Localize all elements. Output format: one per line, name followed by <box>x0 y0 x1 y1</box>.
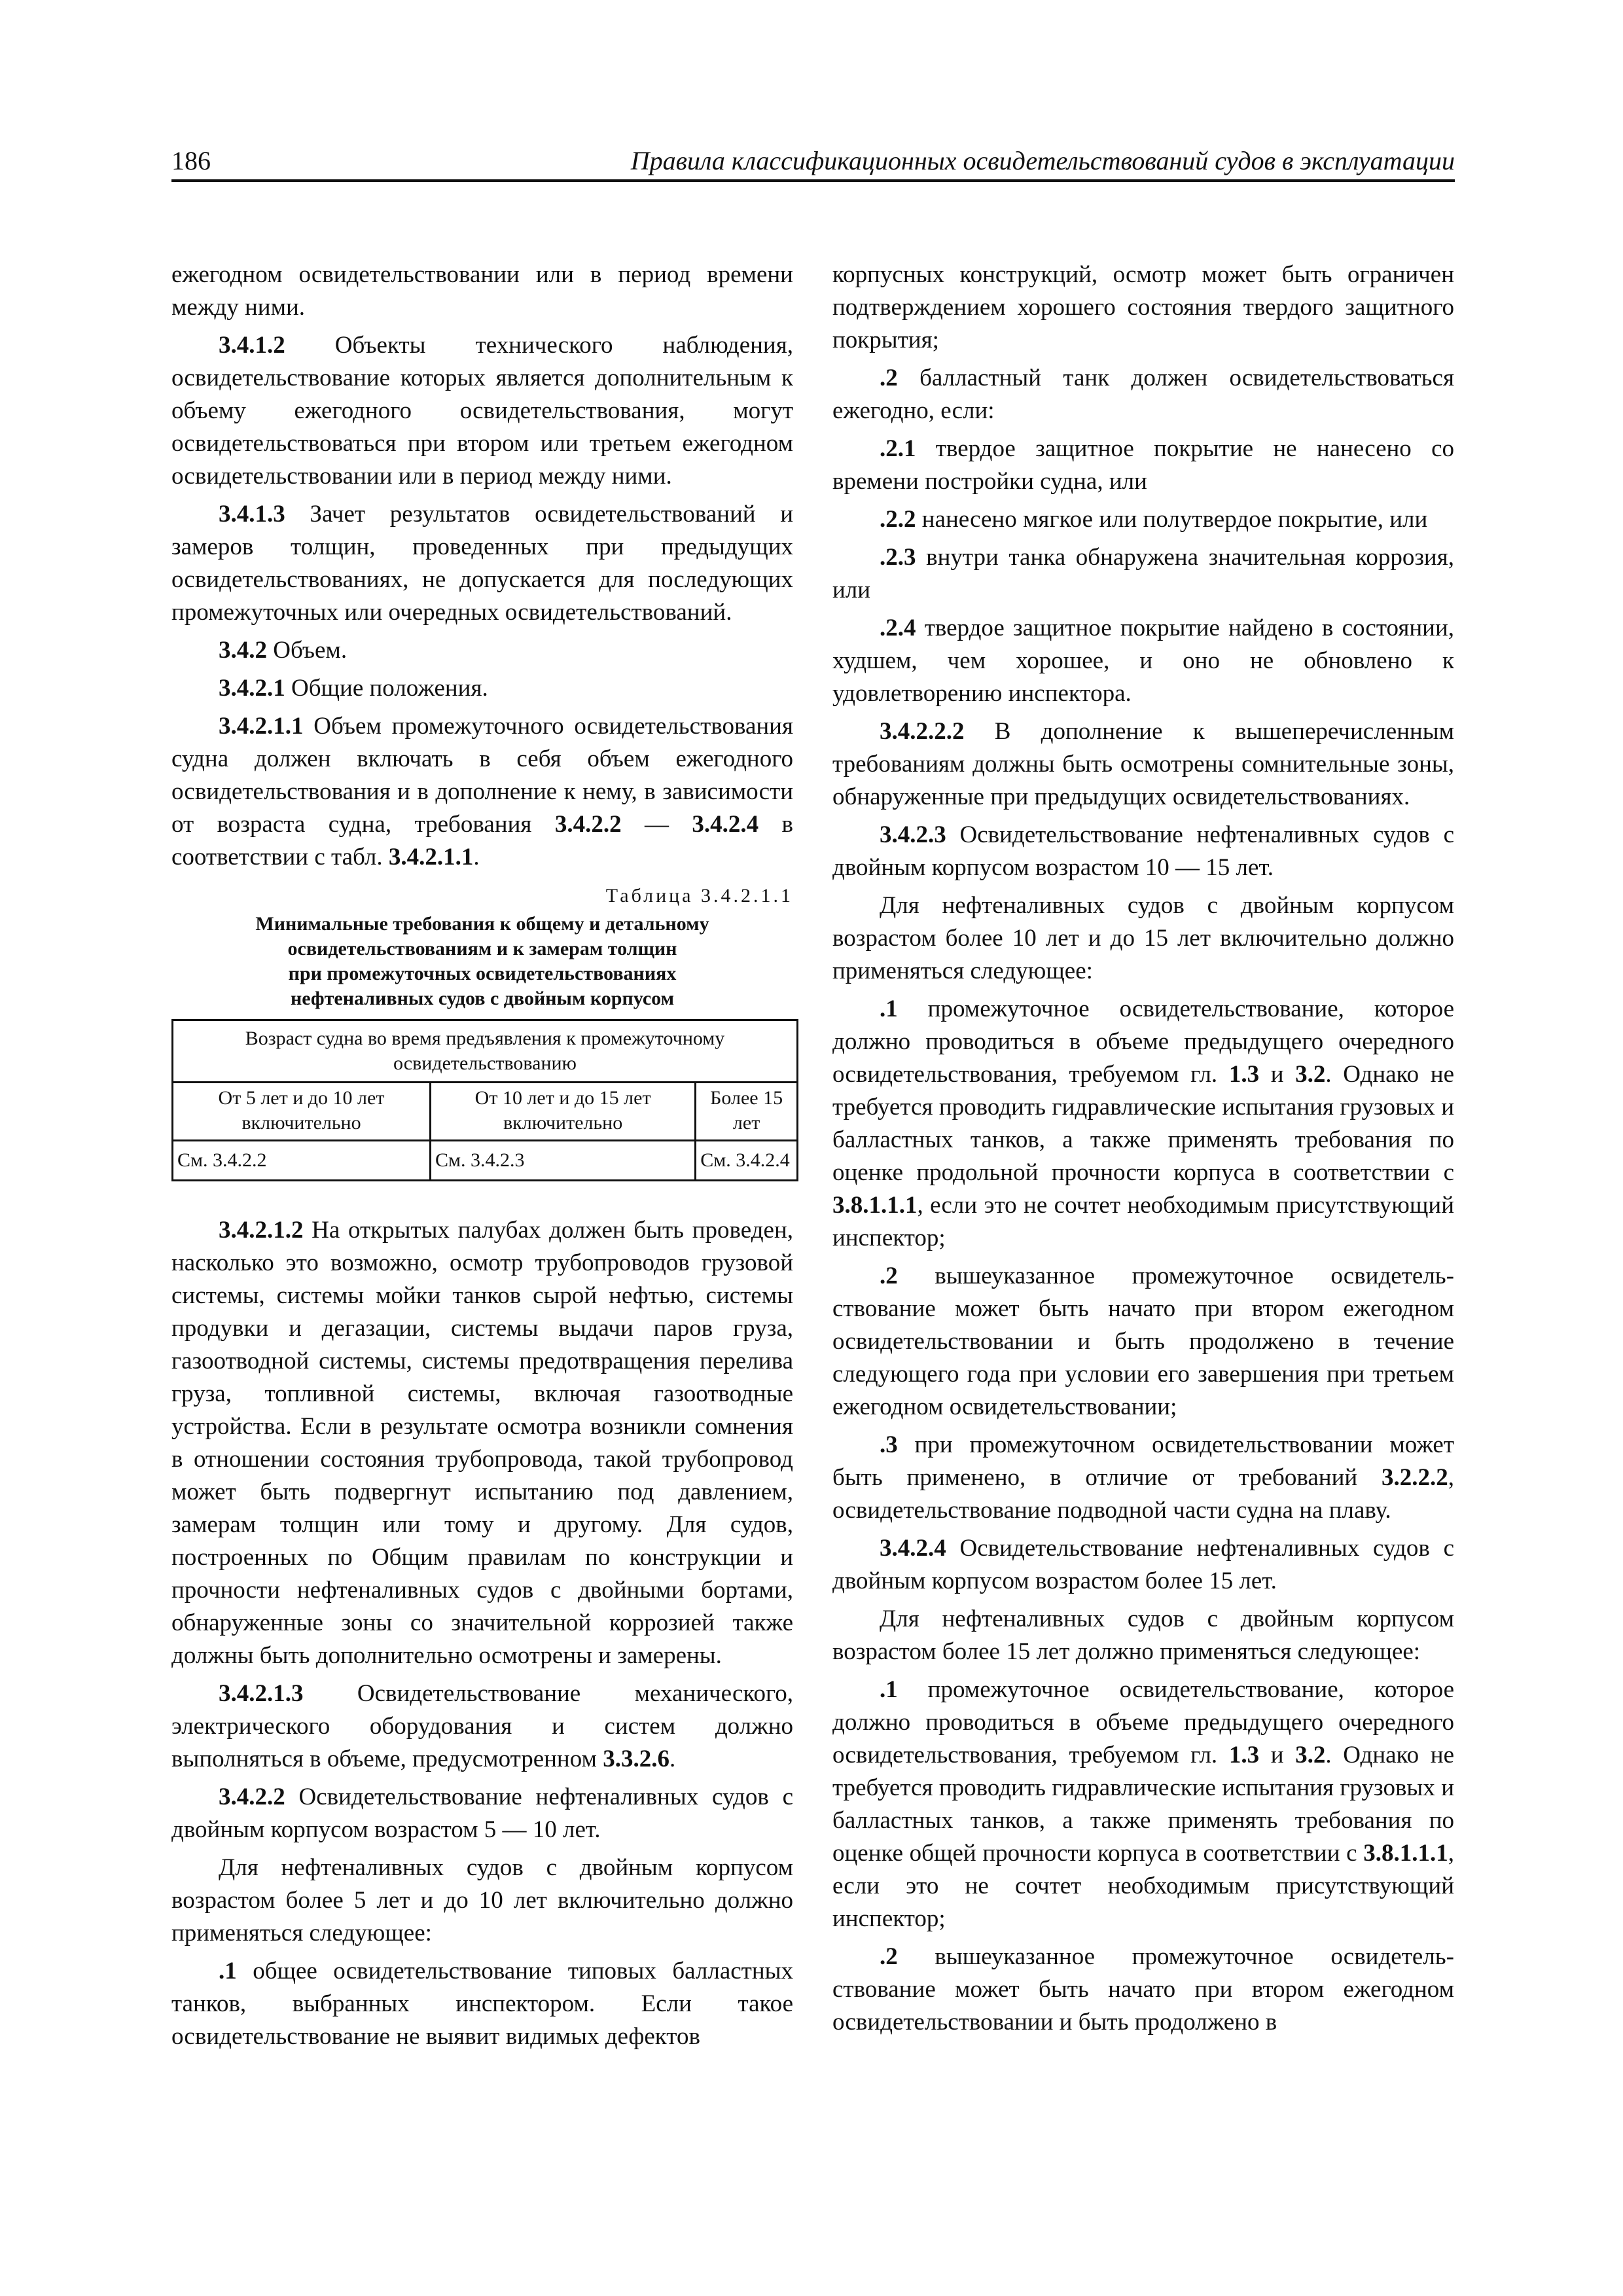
clause-number: .3 <box>880 1431 898 1458</box>
table-cell: См. 3.4.2.2 <box>173 1141 431 1181</box>
clause-number: .2.1 <box>880 435 916 462</box>
clause-number: .2.3 <box>880 544 916 571</box>
list-item: .1 промежуточное освидетельствование, которое должно проводиться в объеме предыдущего очередного освидетельствования, требуемом гл. 1.3 и 3.2. Однако не требуется проводить гидравлические испытания грузовых и балластных танков, а также применять требования по оценке общей прочности корпуса в соответствии с 3.8.1.1.1, если это не сочтет необходимым присутствующий инспектор; <box>832 1676 1455 1932</box>
paragraph: Для нефтеналивных судов с двойным корпусом возрастом более 15 лет должно применяться следующее: <box>832 1605 1454 1665</box>
paragraph-3-4-2-1-2: 3.4.2.1.2 На открытых палубах должен быть проведен, насколько это возможно, осмотр трубопроводов грузовой системы, системы мойки танков сырой нефтью, системы продувки и дегазации, системы выдачи паров груза, газоотводной системы, системы предотвращения перелива груза, топливной системы, включая газоотводные устройства. Если в результате осмотра возникли сомнения в отношении состояния трубопровода, такой трубопровод может быть подвергнут испытанию под давлением, замерам толщин или тому и другому. Для судов, построенных по Общим правилам по конструкции и прочности нефтеналивных судов с двойными бортами, обнаруженные зоны со значительной коррозией также должны быть дополнительно осмотрены и замерены. <box>171 1217 793 1669</box>
paragraph: ежегодном освидетельствовании или в период времени между ними. <box>171 261 793 321</box>
clause-number: 3.4.2 <box>219 637 267 664</box>
paragraph: корпусных конструкций, осмотр может быть ограничен подтверждением хорошего состояния твердого защитного покрытия; <box>832 261 1454 353</box>
list-item: .2 балластный танк должен освидетельствоваться ежегодно, если: <box>832 365 1454 424</box>
list-item: .2.2 нанесено мягкое или полутвердое покрытие, или <box>880 506 1428 533</box>
clause-number: 3.4.2.1.2 <box>219 1217 304 1244</box>
clause-number: 3.4.2.3 <box>880 821 946 848</box>
paragraph-3-4-2-1-3: 3.4.2.1.3 Освидетельствование механического, электрического оборудования и систем должно выполняться в объеме, предусмотренном 3.3.2.6. <box>171 1680 793 1772</box>
clause-number: .1 <box>880 1676 898 1703</box>
list-item: .2.1 твердое защитное покрытие не нанесено со времени постройки судна, или <box>832 435 1454 495</box>
table-header-row <box>173 1020 798 1083</box>
clause-number: .2.2 <box>880 506 916 533</box>
left-column <box>171 259 793 2058</box>
paragraph-3-4-1-2: 3.4.1.2 Объекты технического наблюдения, освидетельствование которых является дополнительным к объему ежегодного освидетельствования, могут освидетельствоваться при втором или третьем ежегодном освидетельствовании или в период между ними. <box>171 332 793 490</box>
clause-number: .2.4 <box>880 615 916 641</box>
clause-number: .2 <box>880 1263 898 1289</box>
list-item: .2 вышеуказанное промежуточное освидетельствование может быть начато при втором ежегодном освидетельствовании и быть продолжено в течение следующего года при условии его завершения при третьем ежегодном освидетельствовании; <box>832 1263 1454 1420</box>
clause-number: .2 <box>880 1943 898 1970</box>
paragraph: Для нефтеналивных судов с двойным корпусом возрастом более 10 лет и до 15 лет включительно должно применяться следующее: <box>832 892 1454 984</box>
list-item: .2.3 внутри танка обнаружена значительная коррозия, или <box>832 544 1454 603</box>
clause-number: 3.4.1.3 <box>219 501 285 528</box>
table-column-header: От 5 лет и до 10 лет включительно <box>173 1083 431 1141</box>
clause-number: 3.4.2.2 <box>219 1784 285 1810</box>
page-header <box>171 145 1455 182</box>
clause-number: .1 <box>880 996 898 1022</box>
running-title: Правила классификационных освидетельствований судов в эксплуатации <box>630 146 1455 175</box>
list-item: .1 общее освидетельствование типовых балластных танков, выбранных инспектором. Если такое освидетельствование не выявит видимых дефектов <box>171 1958 793 2050</box>
list-item: .2.4 твердое защитное покрытие найдено в состоянии, худшем, чем хорошее, и оно не обновлено к удовлетворению инспектора. <box>832 615 1454 707</box>
table-label: Таблица 3.4.2.1.1 <box>605 885 793 906</box>
clause-number: 3.4.2.2.2 <box>880 718 965 745</box>
section-heading-3-4-2: 3.4.2 Объем. <box>219 637 348 664</box>
table-cell: См. 3.4.2.4 <box>696 1141 798 1181</box>
table-column-header: Более 15 лет <box>696 1083 798 1141</box>
paragraph-3-4-2-2: 3.4.2.2 Освидетельствование нефтеналивных судов с двойным корпусом возрастом 5 — 10 лет. <box>171 1784 793 1843</box>
list-item: .2 вышеуказанное промежуточное освидетельствование может быть начато при втором ежегодном освидетельствовании и быть продолжено в <box>832 1943 1454 2036</box>
table-row <box>173 1083 798 1141</box>
clause-number: 3.4.2.1.1 <box>219 713 304 740</box>
page-number: 186 <box>171 146 211 175</box>
paragraph: Для нефтеналивных судов с двойным корпусом возрастом более 5 лет и до 10 лет включительно должно применяться следующее: <box>171 1854 793 1946</box>
clause-number: .2 <box>880 365 898 391</box>
table-caption: Минимальные требования к общему и детальному освидетельствованиям и к замерам толщин при промежуточных освидетельствованиях нефтеналивных судов с двойным корпусом <box>255 913 709 1009</box>
right-column <box>832 259 1454 2044</box>
requirements-table <box>171 1019 798 1181</box>
paragraph-3-4-1-3: 3.4.1.3 Зачет результатов освидетельствований и замеров толщин, проведенных при предыдущих освидетельствованиях, не допускается для последующих промежуточных или очередных освидетельствований. <box>171 501 793 626</box>
list-item: .3 при промежуточном освидетельствовании может быть применено, в отличие от требований 3.2.2.2, освидетельствование подводной части судна на плаву. <box>832 1431 1454 1524</box>
clause-number: 3.4.2.1.3 <box>219 1680 304 1707</box>
table-column-header: От 10 лет и до 15 лет включительно <box>430 1083 695 1141</box>
table-row <box>173 1141 798 1181</box>
paragraph-3-4-2-3: 3.4.2.3 Освидетельствование нефтеналивных судов с двойным корпусом возрастом 10 — 15 лет. <box>832 821 1454 881</box>
clause-number: .1 <box>219 1958 237 1984</box>
paragraph-3-4-2-2-2: 3.4.2.2.2 В дополнение к вышеперечисленным требованиям должны быть осмотрены сомнительные зоны, обнаруженные при предыдущих освидетельствованиях. <box>832 718 1454 810</box>
clause-number: 3.4.2.1 <box>219 675 285 702</box>
list-item: .1 промежуточное освидетельствование, которое должно проводиться в объеме предыдущего очередного освидетельствования, требуемом гл. 1.3 и 3.2. Однако не требуется проводить гидравлические испытания грузовых и балластных танков, а также применять требования по оценке продольной прочности корпуса в соответствии с 3.8.1.1.1, если это не сочтет необходимым присутствующий инспектор; <box>832 996 1455 1251</box>
paragraph-3-4-2-1-1: 3.4.2.1.1 Объем промежуточного освидетельствования судна должен включать в себя объем ежегодного освидетельствования и в дополнение к нему, в зависимости от возраста судна, требования 3.4.2.2 — 3.4.2.4 в соответствии с табл. 3.4.2.1.1. <box>171 713 793 870</box>
table-cell: См. 3.4.2.3 <box>430 1141 695 1181</box>
clause-number: 3.4.1.2 <box>219 332 285 359</box>
table-header-cell: Возраст судна во время предъявления к промежуточному освидетельствованию <box>173 1020 798 1083</box>
clause-number: 3.4.2.4 <box>880 1535 946 1562</box>
paragraph-3-4-2-4: 3.4.2.4 Освидетельствование нефтеналивных судов с двойным корпусом возрастом более 15 лет. <box>832 1535 1454 1594</box>
section-heading-3-4-2-1: 3.4.2.1 Общие положения. <box>219 675 488 702</box>
